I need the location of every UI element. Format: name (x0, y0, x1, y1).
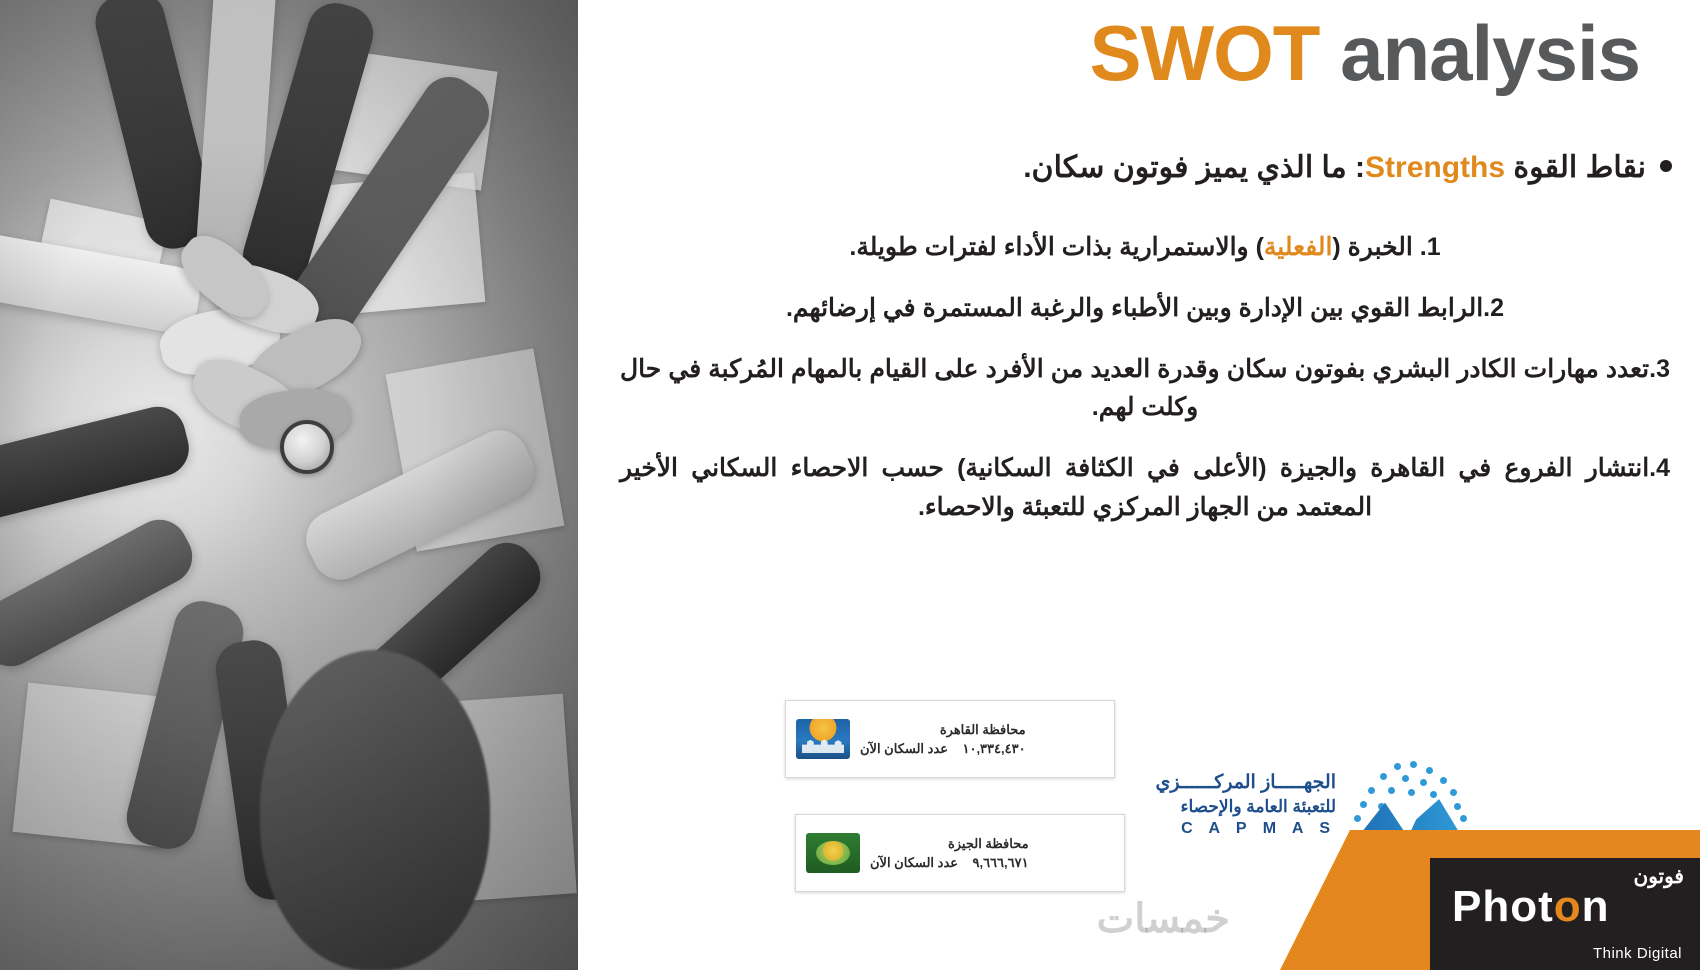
page-title (1089, 8, 1640, 99)
population-row (860, 739, 1026, 759)
capmas-line-2: للتعبئة العامة والإحصاء (1180, 796, 1336, 816)
population-label: عدد السكان الآن (860, 741, 949, 756)
photon-o-letter: o (1553, 882, 1582, 931)
population-card-giza (795, 814, 1125, 892)
list-item-number: 3. (1649, 354, 1670, 383)
capmas-line-1: الجهـــــاز المركــــــزي (1155, 771, 1336, 793)
list-item-text-before: الخبرة ( (1332, 233, 1420, 261)
population-card-text (860, 720, 1026, 759)
list-item-number: 1. (1419, 233, 1441, 261)
teamwork-photo (0, 0, 578, 970)
governorate-name: محافظة الجيزة (947, 835, 1029, 851)
photon-arabic-name: فوتون (1633, 866, 1684, 888)
watermark-text: خمسات (1096, 897, 1230, 941)
cairo-crest-icon (796, 719, 850, 759)
list-item (620, 350, 1670, 428)
heading-text-en: Strengths (1365, 151, 1506, 184)
list-item-highlight: الفعلية (1263, 233, 1333, 261)
photon-name-part2: n (1581, 882, 1610, 931)
photon-name-part1: Phot (1452, 882, 1554, 931)
population-card-text (870, 834, 1029, 873)
governorate-name: محافظة القاهرة (939, 721, 1026, 737)
photon-tagline: Think Digital (1592, 945, 1682, 962)
population-row (870, 853, 1029, 873)
list-item-number: 4. (1649, 454, 1670, 482)
photon-wordmark (1452, 882, 1610, 932)
photo-vignette (0, 0, 578, 970)
heading-text-before: نقاط القوة (1505, 151, 1646, 184)
list-item (620, 228, 1670, 267)
list-item-text-after: ) والاستمرارية بذات الأداء لفترات طويلة. (849, 233, 1264, 261)
giza-crest-icon (806, 833, 860, 873)
population-value: ١٠,٣٣٤,٤٣٠ (962, 741, 1026, 756)
bullet-dot-icon (1660, 160, 1672, 172)
heading-text-after: : ما الذي يميز فوتون سكان. (1023, 151, 1366, 184)
title-swot: SWOT (1089, 9, 1320, 97)
list-item-number: 2. (1483, 293, 1505, 322)
list-item-text-before: الرابط القوي بين الإدارة وبين الأطباء والرغبة المستمرة في إرضائهم. (785, 293, 1484, 322)
strengths-list (620, 228, 1670, 549)
content-panel (578, 0, 1700, 970)
list-item-text-before: تعدد مهارات الكادر البشري بفوتون سكان وقدرة العديد من الأفرد على القيام بالمهام المُركبة في حال وكلت لهم. (620, 354, 1650, 422)
photon-logo (1430, 858, 1700, 970)
list-item (620, 289, 1670, 328)
population-value: ٩,٦٦٦,٦٧١ (972, 855, 1029, 870)
population-card-cairo (785, 700, 1115, 778)
title-analysis: analysis (1319, 9, 1640, 97)
strengths-heading (612, 148, 1672, 189)
list-item (620, 449, 1670, 527)
population-label: عدد السكان الآن (870, 855, 959, 870)
list-item-text-before: انتشار الفروع في القاهرة والجيزة (الأعلى في الكثافة السكانية) حسب الاحصاء السكاني الأخير المعتمد من الجهاز المركزي للتعبئة والاحصاء. (620, 454, 1650, 521)
capmas-line-3: C A P M A S (1181, 820, 1336, 838)
capmas-text (1156, 770, 1337, 840)
